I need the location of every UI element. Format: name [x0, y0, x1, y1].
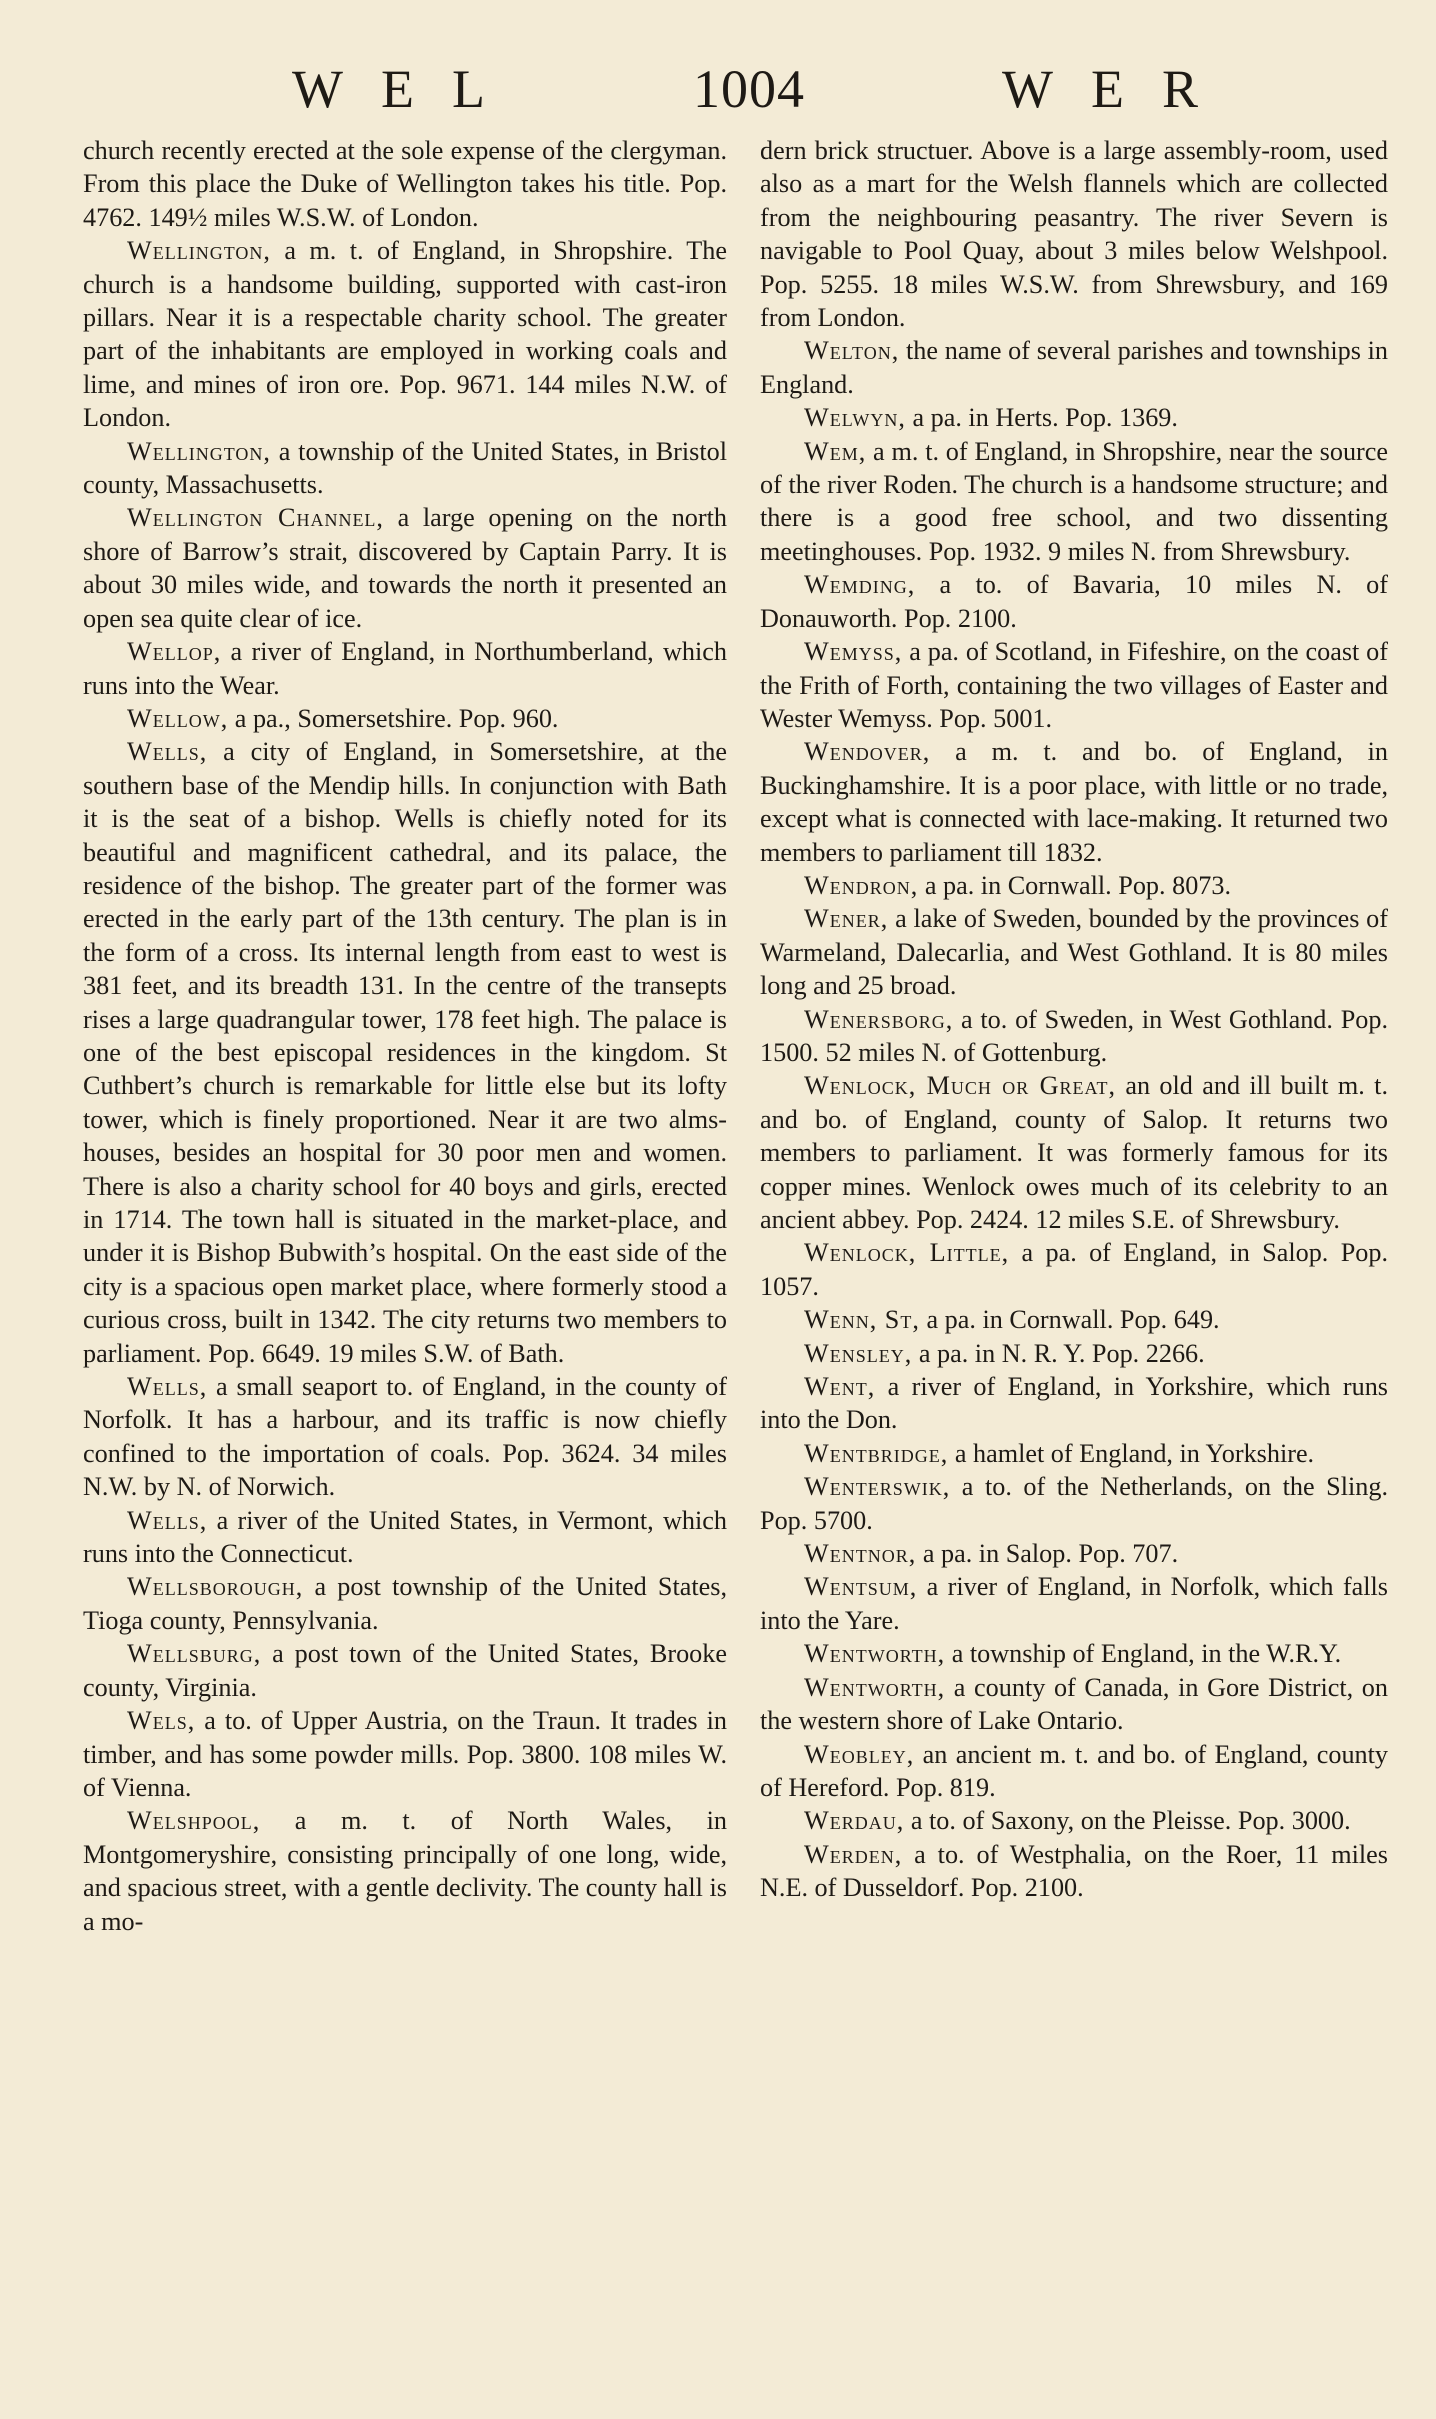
gazetteer-entry	[83, 735, 727, 1370]
entry-text: a large opening on the north shore of Barrow’s strait, discovered by Captain Parry. It is about 30 miles wide, and towards the north it presented an open sea quite clear of ice.	[83, 503, 727, 633]
gazetteer-entry	[83, 1504, 727, 1571]
header-left-catchword: WEL	[292, 59, 523, 119]
gazetteer-entry	[760, 1437, 1388, 1470]
entry-headword: Wentworth,	[804, 1672, 946, 1702]
entry-text: a township of England, in the W.R.Y.	[945, 1639, 1342, 1669]
entry-text: a to. of Saxony, on the Pleisse. Pop. 3000.	[904, 1806, 1351, 1836]
entry-text: a pa. in Salop. Pop. 707.	[916, 1539, 1179, 1569]
gazetteer-entry	[83, 1804, 727, 1938]
gazetteer-entry	[760, 1303, 1388, 1336]
entry-headword: Wellop,	[127, 637, 222, 667]
gazetteer-entry	[83, 1704, 727, 1804]
gazetteer-entry	[760, 1337, 1388, 1370]
gazetteer-entry	[760, 1236, 1388, 1303]
entry-headword: Wensley,	[804, 1338, 913, 1368]
gazetteer-entry	[760, 635, 1388, 735]
entry-headword: Wells,	[127, 1505, 208, 1535]
entry-text: a small seaport to. of England, in the county of Norfolk. It has a harbour, and its traffic is now chiefly confined to the importation of coals. Pop. 3624. 34 miles N.W. by N. of Norwich.	[83, 1372, 727, 1502]
header-right-catchword: WER	[1002, 59, 1236, 119]
gazetteer-entry	[760, 568, 1388, 635]
entry-headword: Wentbridge,	[804, 1438, 949, 1468]
entry-headword: Wels,	[127, 1706, 196, 1736]
entry-text: a to. of the Netherlands, on the Sling. Pop. 5700.	[760, 1472, 1388, 1535]
entry-text: a post township of the United States, Tioga county, Pennsylvania.	[83, 1572, 727, 1635]
entry-text: a river of England, in Yorkshire, which runs into the Don.	[760, 1372, 1388, 1435]
entry-headword: Wells,	[127, 1372, 208, 1402]
entry-headword: Welshpool,	[127, 1806, 261, 1836]
entry-continuation	[83, 134, 727, 234]
gazetteer-entry	[83, 501, 727, 635]
entry-text: a m. t. of North Wales, in Montgomeryshire, consisting principally of one long, wide, and spacious street, with a gentle declivity. The county hall is a mo-	[83, 1806, 727, 1936]
gazetteer-entry	[83, 1570, 727, 1637]
gazetteer-entry	[760, 435, 1388, 569]
gazetteer-entry	[760, 1738, 1388, 1805]
gazetteer-entry	[760, 1370, 1388, 1437]
gazetteer-entry	[760, 1838, 1388, 1905]
gazetteer-entry	[760, 401, 1388, 434]
entry-text: a pa. of England, in Salop. Pop. 1057.	[760, 1238, 1388, 1301]
entry-text: the name of several parishes and townships in England.	[760, 336, 1388, 399]
entry-headword: Wendover,	[804, 737, 931, 767]
entry-headword: Wellington Channel,	[127, 503, 384, 533]
entry-text: a post town of the United States, Brooke county, Virginia.	[83, 1639, 727, 1702]
entry-headword: Wem,	[804, 436, 867, 466]
page-number: 1004	[693, 59, 805, 119]
entry-text: a pa. of Scotland, in Fifeshire, on the coast of the Frith of Forth, containing the two villages of Easter and Wester Wemyss. Pop. 5001.	[760, 637, 1388, 733]
gazetteer-entry	[760, 869, 1388, 902]
gazetteer-entry	[760, 902, 1388, 1002]
entry-headword: Wells,	[127, 737, 208, 767]
entry-text: a pa. in N. R. Y. Pop. 2266.	[912, 1338, 1205, 1368]
entry-text: dern brick structuer. Above is a large assembly-room, used also as a mart for the Welsh flannels which are collected from the neighbouring peasantry. The river Severn is navigable to Pool Quay, about 3 miles below Welshpool. Pop. 5255. 18 miles W.S.W. from Shrewsbury, and 169 from London.	[760, 136, 1388, 333]
entry-headword: Wener,	[804, 904, 889, 934]
gazetteer-entry	[760, 1804, 1388, 1837]
entry-text: a m. t. of England, in Shropshire. The church is a handsome building, supported with cast-iron pillars. Near it is a respectable charity school. The greater part of the inhabitants are employed in working coals and lime, and mines of iron ore. Pop. 9671. 144 miles N.W. of London.	[83, 236, 727, 433]
entry-headword: Wendron,	[804, 870, 919, 900]
gazetteer-entry	[760, 1671, 1388, 1738]
entry-headword: Welton,	[804, 336, 900, 366]
entry-text: a to. of Upper Austria, on the Traun. It trades in timber, and has some powder mills. Pop. 3800. 108 miles W. of Vienna.	[83, 1706, 727, 1802]
entry-headword: Wellington,	[127, 236, 271, 266]
entry-headword: Weobley,	[804, 1739, 915, 1769]
running-header	[0, 58, 1436, 128]
entry-headword: Wenlock, Little,	[804, 1238, 1010, 1268]
entry-text: a hamlet of England, in Yorkshire.	[948, 1438, 1315, 1468]
entry-headword: Wellsborough,	[127, 1572, 304, 1602]
entry-headword: Wellington,	[127, 436, 271, 466]
entry-headword: Wemding,	[804, 570, 916, 600]
gazetteer-entry	[760, 1003, 1388, 1070]
entry-headword: Wenlock, Much or Great,	[804, 1071, 1117, 1101]
entry-headword: Wentworth,	[804, 1639, 946, 1669]
left-column	[83, 134, 727, 1938]
entry-text: a pa. in Herts. Pop. 1369.	[905, 403, 1178, 433]
right-column	[760, 134, 1388, 1905]
entry-headword: Werdau,	[804, 1806, 905, 1836]
gazetteer-entry	[760, 1470, 1388, 1537]
gazetteer-entry	[760, 1537, 1388, 1570]
gazetteer-entry	[760, 735, 1388, 869]
entry-text: a to. of Westphalia, on the Roer, 11 miles N.E. of Dusseldorf. Pop. 2100.	[760, 1839, 1388, 1903]
entry-text: a pa. in Cornwall. Pop. 8073.	[918, 870, 1232, 900]
gazetteer-entry	[83, 635, 727, 702]
entry-text: a township of the United States, in Bristol county, Massachusetts.	[83, 436, 727, 500]
entry-text: a pa. in Cornwall. Pop. 649.	[919, 1305, 1220, 1335]
entry-headword: Wenterswik,	[804, 1472, 951, 1502]
gazetteer-entry	[83, 234, 727, 434]
entry-text: church recently erected at the sole expense of the clergyman. From this place the Duke of Wellington takes his title. Pop. 4762. 149½ miles W.S.W. of London.	[83, 136, 727, 232]
entry-text: a m. t. and bo. of England, in Buckinghamshire. It is a poor place, with little or no trade, except what is connected with lace-making. It returned two members to parliament till 1832.	[760, 737, 1388, 867]
gazetteer-entry	[760, 334, 1388, 401]
gazetteer-entry	[83, 1637, 727, 1704]
entry-headword: Wenn, St,	[804, 1305, 920, 1335]
entry-text: a m. t. of England, in Shropshire, near the source of the river Roden. The church is a handsome structure; and there is a good free school, and two dissenting meetinghouses. Pop. 1932. 9 miles N. from Shrewsbury.	[760, 436, 1388, 566]
gazetteer-entry	[83, 702, 727, 735]
entry-headword: Wellow,	[127, 703, 229, 733]
entry-headword: Welwyn,	[804, 403, 906, 433]
gazetteer-entry	[83, 1370, 727, 1504]
entry-text: a city of England, in Somersetshire, at the southern base of the Mendip hills. In conjunction with Bath it is the seat of a bishop. Wells is chiefly noted for its beautiful and magnificent cathedral, and its palace, the residence of the bishop. The greater part of the former was erected in the early part of the 13th century. The plan is in the form of a cross. Its internal length from east to west is 381 feet, and its breadth 131. In the centre of the transepts rises a large quadrangular tower, 178 feet high. The palace is one of the best episcopal residences in the kingdom. St Cuthbert’s church is remarkable for little else but its lofty tower, which is finely proportioned. Near it are two alms-houses, besides an hospital for 30 poor men and women. There is also a charity school for 40 boys and girls, erected in 1714. The town hall is situated in the market-place, and under it is Bishop Bubwith’s hospital. On the east side of the city is a spacious open market place, where formerly stood a curious cross, built in 1342. The city returns two members to parliament. Pop. 6649. 19 miles S.W. of Bath.	[83, 737, 727, 1368]
entry-headword: Wenersborg,	[804, 1004, 954, 1034]
entry-text: a river of England, in Norfolk, which falls into the Yare.	[760, 1572, 1388, 1635]
gazetteer-entry	[83, 435, 727, 502]
gazetteer-entry	[760, 1069, 1388, 1236]
entry-continuation	[760, 134, 1388, 334]
entry-text: a to. of Bavaria, 10 miles N. of Donauworth. Pop. 2100.	[760, 570, 1388, 633]
entry-text: a river of the United States, in Vermont, which runs into the Connecticut.	[83, 1505, 727, 1569]
entry-text: an old and ill built m. t. and bo. of England, county of Salop. It returns two members to parliament. It was formerly famous for its copper mines. Wenlock owes much of its celebrity to an ancient abbey. Pop. 2424. 12 miles S.E. of Shrewsbury.	[760, 1071, 1388, 1234]
entry-headword: Wentnor,	[804, 1539, 917, 1569]
entry-headword: Went,	[804, 1372, 876, 1402]
entry-headword: Wellsburg,	[127, 1639, 262, 1669]
entry-text: a to. of Sweden, in West Gothland. Pop. 1500. 52 miles N. of Gottenburg.	[760, 1004, 1388, 1067]
gazetteer-entry	[760, 1637, 1388, 1670]
entry-text: an ancient m. t. and bo. of England, county of Hereford. Pop. 819.	[760, 1739, 1388, 1802]
entry-headword: Werden,	[804, 1839, 903, 1869]
entry-headword: Wentsum,	[804, 1572, 918, 1602]
entry-text: a county of Canada, in Gore District, on the western shore of Lake Ontario.	[760, 1672, 1388, 1736]
entry-text: a lake of Sweden, bounded by the provinces of Warmeland, Dalecarlia, and West Gothland. It is 80 miles long and 25 broad.	[760, 904, 1388, 1001]
entry-headword: Wemyss,	[804, 637, 903, 667]
entry-text: a pa., Somersetshire. Pop. 960.	[228, 703, 559, 733]
gazetteer-entry	[760, 1570, 1388, 1637]
entry-text: a river of England, in Northumberland, which runs into the Wear.	[83, 637, 727, 700]
